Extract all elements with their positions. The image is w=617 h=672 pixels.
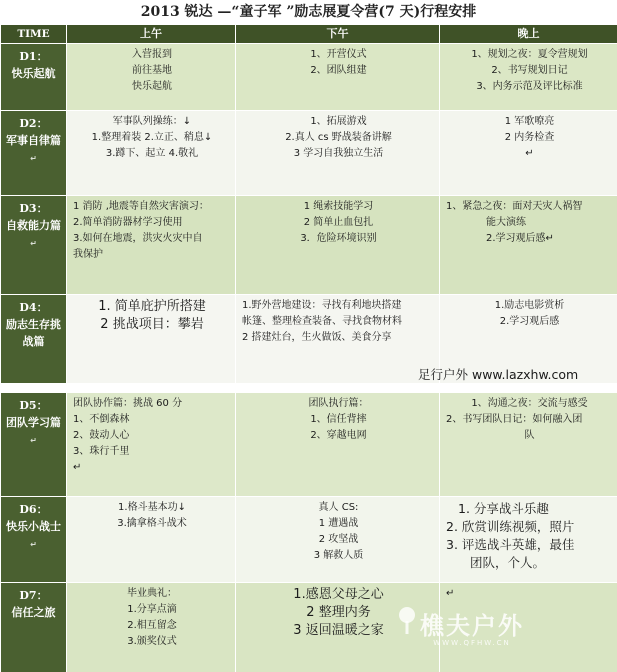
cell-line: 2、穿越电网 [310, 430, 367, 441]
cell-line: 1、规划之夜：夏令营规划 [471, 49, 588, 60]
day-label [1, 196, 67, 295]
cell-line: 2 攻坚战 [318, 534, 359, 545]
cell-line: 1 绳索技能学习 [303, 201, 374, 212]
header-evening: 晚上 [440, 25, 617, 44]
cell-line: 3. 评选战斗英雄，最佳 [446, 537, 575, 552]
cell-line: 2 简单止血包扎 [303, 217, 374, 228]
cell-line: 1.感恩父母之心 [293, 587, 384, 602]
cell-line: 1 遭遇战 [318, 518, 359, 529]
cell-evening [440, 497, 617, 583]
day-mark: ↵ [30, 239, 37, 248]
tree-logo-icon [396, 606, 418, 636]
day-row-7 [1, 583, 617, 672]
cell-line: 1、拓展游戏 [310, 116, 367, 127]
cell-morning [67, 393, 236, 497]
cell-morning [67, 583, 236, 672]
day-code: D7： [19, 589, 48, 602]
cell-morning [67, 497, 236, 583]
cell-afternoon [236, 111, 440, 196]
cell-line: 3.蹲下、起立 4.敬礼 [105, 148, 199, 159]
cell-line: 2.真人 cs 野战装备讲解 [285, 132, 392, 143]
cell-line: 2 搭建灶台，生火做饭、美食分享 [242, 332, 392, 343]
day-label [1, 583, 67, 672]
cell-line: 3．危险环境识别 [300, 233, 377, 244]
cell-line: 真人 CS: [318, 502, 359, 513]
day-row-5 [1, 393, 617, 497]
day-name: 励志生存挑战篇 [6, 318, 61, 348]
day-code: D2： [19, 117, 48, 130]
cell-line: ↵ [73, 462, 82, 473]
cell-afternoon [236, 393, 440, 497]
day-code: D5： [19, 399, 48, 412]
cell-line: 3.颁奖仪式 [127, 636, 177, 647]
cell-line: 我保护 [73, 249, 103, 260]
cell-line: 1.励志电影赏析 [494, 300, 565, 311]
cell-line: 毕业典礼： [127, 588, 177, 599]
cell-morning [67, 111, 236, 196]
schedule-table-bottom [0, 392, 617, 672]
cell-evening [440, 196, 617, 295]
day-name: 快乐起航 [11, 67, 56, 80]
cell-line: 1.格斗基本功↓ [118, 502, 186, 513]
cell-line: 3、内务示范及评比标准 [476, 81, 583, 92]
cell-line: 入营报到 [132, 49, 172, 60]
cell-line: 2.简单消防器材学习使用 [73, 217, 183, 228]
cell-morning [67, 196, 236, 295]
day-code: D1： [19, 50, 48, 63]
section-divider [0, 384, 617, 392]
cell-line: 2.学习观后感↵ [486, 233, 554, 244]
day-mark: ↵ [30, 436, 37, 445]
day-name: 快乐小战士 [6, 520, 61, 533]
cell-line: 帐篷、整理检查装备、寻找食物材料 [242, 316, 402, 327]
cell-line: 1、信任背摔 [310, 414, 367, 425]
cell-line: 1. 分享战斗乐趣 [458, 501, 549, 516]
cell-line: 2、书写团队日记：如何融入团 [446, 414, 583, 425]
cell-line: 1.野外营地建设：寻找有利地块搭建 [242, 300, 402, 311]
cell-line: 3、珠行千里 [73, 446, 130, 457]
cell-afternoon [236, 44, 440, 111]
cell-line: 3 解救人质 [313, 550, 364, 561]
cell-line: 3 返回温暖之家 [293, 623, 384, 638]
cell-line: 2. 欣赏训练视频，照片 [446, 519, 575, 534]
day-mark: ↵ [30, 154, 37, 163]
cell-line: ↵ [446, 588, 455, 599]
cell-evening [440, 44, 617, 111]
cell-line: 2 挑战项目：攀岩 [100, 317, 204, 332]
cell-line: 团队协作篇：挑战 60 分 [73, 398, 183, 409]
watermark-logo-url: WWW.QFHW.CN [433, 639, 511, 647]
day-name: 军事自律篇 [6, 134, 61, 147]
cell-line: 1 消防 ,地震等自然灾害演习： [73, 201, 209, 212]
cell-line: 1、开营仪式 [310, 49, 367, 60]
day-label [1, 44, 67, 111]
cell-line: 1.分享点滴 [127, 604, 177, 615]
cell-line: 军事队列操练：↓ [112, 116, 192, 127]
cell-line: 1 军歌嘹亮 [504, 116, 555, 127]
cell-line: 3.如何在地震，洪灾火灾中自 [73, 233, 203, 244]
day-row-1 [1, 44, 617, 111]
header-afternoon: 下午 [236, 25, 440, 44]
header-morning: 上午 [67, 25, 236, 44]
cell-line: 3.擒拿格斗战术 [117, 518, 187, 529]
cell-afternoon [236, 497, 440, 583]
day-row-3 [1, 196, 617, 295]
cell-line: 1、不倒森林 [73, 414, 130, 425]
cell-line: 快乐起航 [132, 81, 172, 92]
cell-line: 前往基地 [132, 65, 172, 76]
cell-evening [440, 111, 617, 196]
day-name: 团队学习篇 [6, 416, 61, 429]
day-label [1, 295, 67, 384]
day-label [1, 111, 67, 196]
cell-line: 团队执行篇： [308, 398, 369, 409]
day-code: D6： [19, 503, 48, 516]
cell-morning [67, 295, 236, 384]
cell-afternoon [236, 196, 440, 295]
watermark-text: 足行户外 www.lazxhw.com [418, 367, 579, 382]
cell-line: ↵ [525, 148, 534, 159]
cell-line: 2.相互留念 [127, 620, 177, 631]
cell-afternoon [236, 295, 440, 384]
page-title: 2013 锐达 —“童子军 ”励志展夏令营(7 天)行程安排 [0, 0, 617, 24]
cell-line: 1.整理着装 2.立正、稍息↓ [91, 132, 213, 143]
watermark-logo [420, 606, 524, 647]
day-name: 自救能力篇 [6, 219, 61, 232]
cell-line: 能大演练 [486, 217, 526, 228]
cell-evening [440, 393, 617, 497]
cell-line: 3 学习自我独立生活 [293, 148, 384, 159]
day-code: D3： [19, 202, 48, 215]
watermark-logo-name: 樵夫户外 [420, 612, 524, 640]
cell-line: 2、鼓动人心 [73, 430, 130, 441]
cell-morning [67, 44, 236, 111]
cell-line: 2、书写规划日记 [491, 65, 568, 76]
header-time: TIME [1, 25, 67, 44]
day-mark: ↵ [30, 540, 37, 549]
cell-line: 2、团队组建 [310, 65, 367, 76]
cell-line: 1. 简单庇护所搭建 [98, 299, 206, 314]
cell-line: 2 整理内务 [306, 605, 371, 620]
cell-line: 队 [524, 430, 535, 441]
cell-line: 2 内务检查 [504, 132, 555, 143]
cell-line: 2.学习观后感 [499, 316, 560, 327]
day-row-2 [1, 111, 617, 196]
day-label [1, 497, 67, 583]
day-label [1, 393, 67, 497]
schedule-table-top [0, 24, 617, 384]
day-code: D4： [19, 301, 48, 314]
cell-line: 团队，个人。 [470, 555, 546, 570]
cell-line: 1、沟通之夜：交流与感受 [471, 398, 588, 409]
day-name: 信任之旅 [11, 606, 56, 619]
day-row-6 [1, 497, 617, 583]
cell-line: 1、紧急之夜：面对天灾人祸智 [446, 201, 583, 212]
